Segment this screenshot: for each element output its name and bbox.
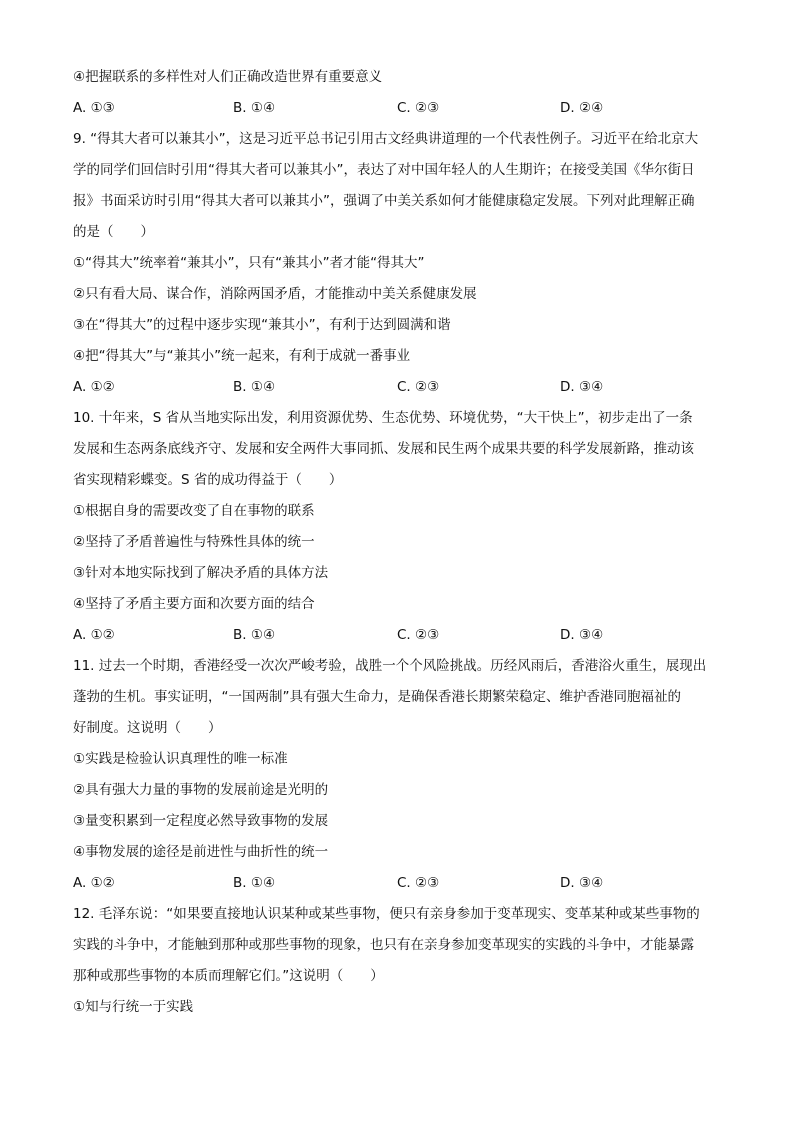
q10-statement-1: ①根据自身的需要改变了自在事物的联系 [73,503,315,519]
q11-stem-line: 蓬勃的生机。事实证明，“一国两制”具有强大生命力，是确保香港长期繁荣稳定、维护香港同胞福祉的 [73,689,681,705]
q10-stem-line: 省实现精彩蝶变。S 省的成功得益于（ ） [73,472,343,488]
q11-option-b[interactable]: B. ①④ [233,875,276,891]
q11-statement-1: ①实践是检验认识真理性的唯一标准 [73,751,288,767]
q10-stem-line: 发展和生态两条底线齐守、发展和安全两件大事同抓、发展和民生两个成果共要的科学发展新路，推动该 [73,441,694,457]
question-9 [73,124,723,403]
q11-option-a[interactable]: A. ①② [73,875,115,891]
q11-stem-line: 好制度。这说明（ ） [73,720,222,736]
q8-option-d[interactable]: D. ②④ [560,100,604,116]
q9-statement-1: ①“得其大”统率着“兼其小”，只有“兼其小”者才能“得其大” [73,255,425,271]
question-8 [73,62,723,124]
q11-statement-2: ②具有强大力量的事物的发展前途是光明的 [73,782,329,798]
q11-option-c[interactable]: C. ②③ [397,875,440,891]
q10-stem [73,403,723,496]
q9-statement-2: ②只有看大局、谋合作，消除两国矛盾，才能推动中美关系健康发展 [73,286,477,302]
q9-option-b[interactable]: B. ①④ [233,379,276,395]
q11-option-d[interactable]: D. ③④ [560,875,604,891]
q9-options [73,372,723,403]
q12-stem-line: 12. 毛泽东说：“如果要直接地认识某种或某些事物，便只有亲身参加于变革现实、变革某种或某些事物的 [73,906,700,922]
q11-statement-3: ③量变积累到一定程度必然导致事物的发展 [73,813,329,829]
q12-statement-1: ①知与行统一于实践 [73,999,194,1015]
q9-stem [73,124,723,248]
question-11 [73,651,723,899]
q9-option-d[interactable]: D. ③④ [560,379,604,395]
q8-options [73,93,723,124]
q9-stem-line: 报》书面采访时引用“得其大者可以兼其小”，强调了中美关系如何才能健康稳定发展。下列对此理解正确 [73,193,695,209]
q8-option-c[interactable]: C. ②③ [397,100,440,116]
q9-stem-line: 9. “得其大者可以兼其小”，这是习近平总书记引用古文经典讲道理的一个代表性例子。习近平在给北京大 [73,131,699,147]
q12-stem [73,899,723,992]
q9-option-c[interactable]: C. ②③ [397,379,440,395]
q12-stem-line: 那种或那些事物的本质而理解它们。”这说明（ ） [73,968,384,984]
question-12 [73,899,723,1023]
question-10 [73,403,723,651]
q10-option-c[interactable]: C. ②③ [397,627,440,643]
q10-option-d[interactable]: D. ③④ [560,627,604,643]
q9-option-a[interactable]: A. ①② [73,379,115,395]
q9-stem-line: 的是（ ） [73,224,154,240]
q8-option-b[interactable]: B. ①④ [233,100,276,116]
q9-stem-line: 学的同学们回信时引用“得其大者可以兼其小”，表达了对中国年轻人的人生期许；在接受美国《华尔街日 [73,162,695,178]
q9-statement-3: ③在“得其大”的过程中逐步实现“兼其小”，有利于达到圆满和谐 [73,317,451,333]
q11-stem-line: 11. 过去一个时期，香港经受一次次严峻考验，战胜一个个风险挑战。历经风雨后，香港浴火重生，展现出 [73,658,707,674]
q10-statement-4: ④坚持了矛盾主要方面和次要方面的结合 [73,596,315,612]
exam-page [73,62,723,1023]
q10-options [73,620,723,651]
q10-stem-line: 10. 十年来，S 省从当地实际出发，利用资源优势、生态优势、环境优势，“大干快上”，初步走出了一条 [73,410,693,426]
q8-statement-4: ④把握联系的多样性对人们正确改造世界有重要意义 [73,69,383,85]
q10-statement-2: ②坚持了矛盾普遍性与特殊性具体的统一 [73,534,315,550]
q12-stem-line: 实践的斗争中，才能触到那种或那些事物的现象，也只有在亲身参加变革现实的实践的斗争中，才能暴露 [73,937,694,953]
q11-options [73,868,723,899]
q10-statement-3: ③针对本地实际找到了解决矛盾的具体方法 [73,565,329,581]
q11-stem [73,651,723,744]
q9-statement-4: ④把“得其大”与“兼其小”统一起来，有利于成就一番事业 [73,348,411,364]
q10-option-a[interactable]: A. ①② [73,627,115,643]
q10-option-b[interactable]: B. ①④ [233,627,276,643]
q11-statement-4: ④事物发展的途径是前进性与曲折性的统一 [73,844,329,860]
q8-option-a[interactable]: A. ①③ [73,100,115,116]
